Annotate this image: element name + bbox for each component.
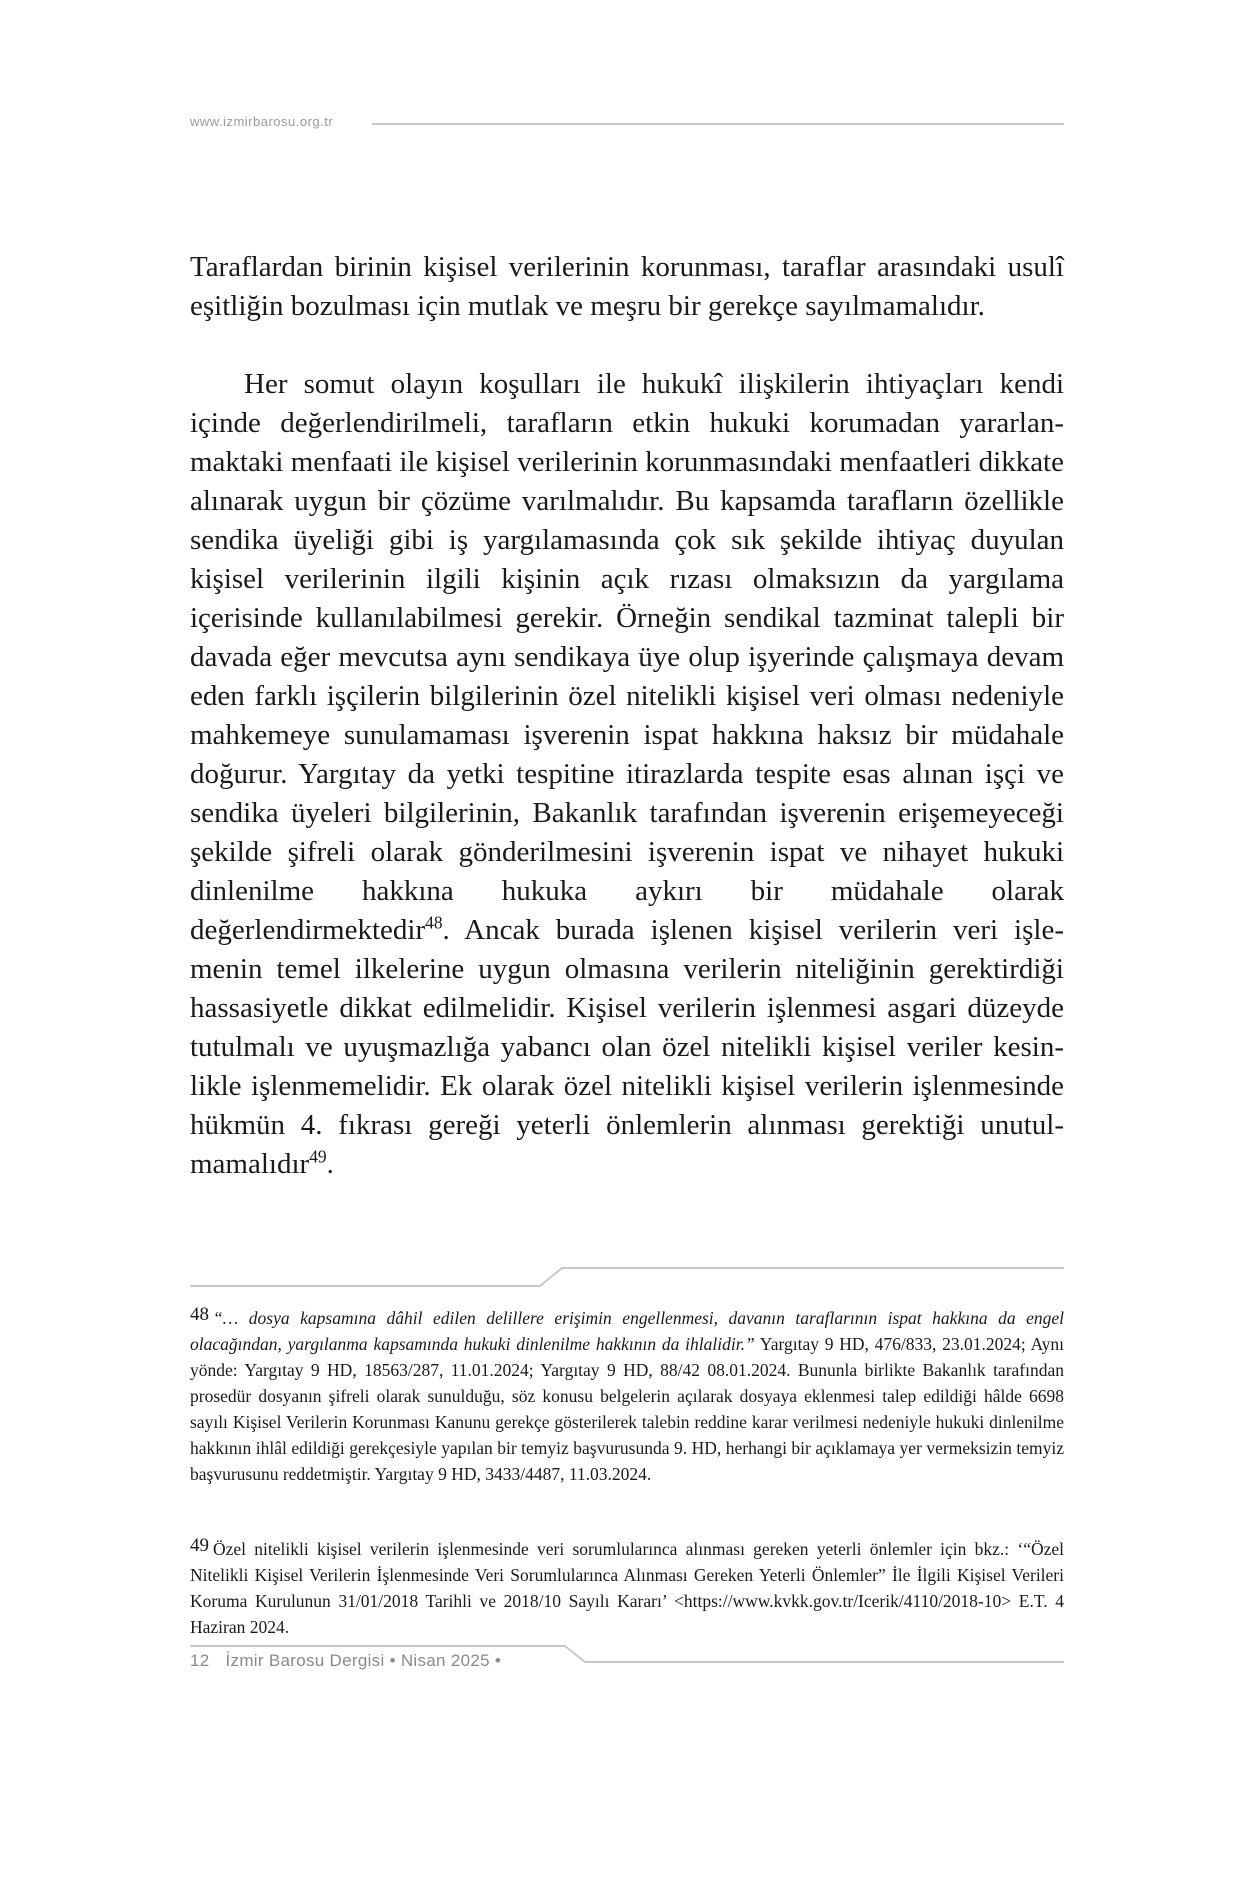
footnote-49: [190, 1536, 1064, 1640]
footnote-text: Yargıtay 9 HD, 476/833, 23.01.2024; Aynı yönde: Yargıtay 9 HD, 18563/287, 11.01.2024; Yargıtay 9 HD, 88/42 08.01.2024. Bununla birlikte Bakanlık tarafından prosedür dosyanın şifreli olarak sunulduğu, söz konusu belgelerin açılarak dosyaya eklenmesi talep edildiği hâlde 6698 sayılı Kişisel Verilerin Korunması Kanunu gerekçe gösterilerek talebin reddine karar verilmesi nedeniyle hukuki dinlenilme hakkının ihlâl edildiği gerekçesiyle yapılan bir temyiz başvurusunda 9. HD, herhangi bir açıklamaya yer vermeksizin temyiz başvurusunu reddetmiştir. Yargıtay 9 HD, 3433/4487, 11.03.2024.: [190, 1334, 1064, 1484]
paragraph-2: [190, 365, 1064, 1184]
paragraph-1: Taraflardan birinin kişisel verilerinin korunması, taraflar arasındaki usulî eşitliğin bozulması için mutlak ve meşru bir gerekçe sayılmamalıdır.: [190, 251, 1064, 322]
footnote-ref-48[interactable]: 48: [425, 912, 443, 933]
footnote-number: 48: [190, 1304, 209, 1325]
footnote-ref-49[interactable]: 49: [309, 1146, 327, 1167]
footnote-48: [190, 1305, 1064, 1487]
paragraph-2-end: .: [326, 1148, 334, 1180]
journal-title: İzmir Barosu Dergisi • Nisan 2025 •: [225, 1651, 502, 1670]
paragraph-2-text-b: . Ancak burada işlenen kişisel verilerin veri işlemenin temel ilkelerine uygun olmasına verilerin niteliğinin gerektirdiği hassasiyetle dikkat edilmelidir. Kişisel verilerin işlenmesi asgari düzeyde tutulmalı ve uyuşmazlığa yabancı olan özel nitelikli kişisel veriler kesinlikle işlenmemelidir. Ek olarak özel nitelikli kişisel verilerin işlenmesinde hükmün 4. fıkrası gereği yeterli önlemlerin alınması gerektiği unutulmamalıdır: [190, 914, 1064, 1180]
page-number: 12: [190, 1651, 210, 1670]
main-text: [190, 248, 1064, 1184]
header-rule: [372, 123, 1064, 125]
paragraph-2-text-a: Her somut olayın koşulları ile hukukî ilişkilerin ihtiyaçları kendi içinde değerlendirilmeli, tarafların etkin hukuki korumadan yararlanmaktaki menfaati ile kişisel verilerinin korunmasındaki menfaatleri dikkate alınarak uygun bir çözüme varılmalıdır. Bu kapsamda tarafların özellikle sendika üyeliği gibi iş yargılamasında çok sık şekilde ihtiyaç duyulan kişisel verilerinin ilgili kişinin açık rızası olmaksızın da yargılama içerisinde kullanılabilmesi gerekir. Örneğin sendikal tazminat talepli bir davada eğer mevcutsa aynı sendikaya üye olup işyerinde çalışmaya devam eden farklı işçilerin bilgilerinin özel nitelikli kişisel veri olması nedeniyle mahkemeye sunulamaması işverenin ispat hakkına haksız bir müdahale doğurur. Yargıtay da yetki tespitine itirazlarda tespite esas alınan işçi ve sendika üyeleri bilgilerinin, Bakanlık tarafından işverenin erişemeyeceği şekilde şifreli olarak gönderilmesini işverenin ispat ve nihayet hukuki dinlenilme hakkına hukuka aykırı bir müdahale olarak değerlendirmektedir: [190, 368, 1064, 946]
footnote-quote: “… dosya kapsamına dâhil edilen delillere erişimin engellenmesi, davanın taraflarının ispat hakkına da engel olacağından, yargılanma kapsamında hukuki dinlenilme hakkının da ihlalidir.”: [190, 1308, 1064, 1354]
footnote-divider: [190, 1266, 1064, 1288]
footnote-text: Özel nitelikli kişisel verilerin işlenmesinde veri sorumlularınca alınması gereken yeterli önlemler için bkz.: ‘“Özel Nitelikli Kişisel Verilerin İşlenmesinde Veri Sorumlularınca Alınması Gereken Yeterli Önlemler” İle İlgili Kişisel Verileri Koruma Kurulunun 31/01/2018 Tarihli ve 2018/10 Sayılı Kararı’ <https://www.kvkk.gov.tr/Icerik/4110/2018-10> E.T. 4 Haziran 2024.: [190, 1539, 1064, 1637]
header-url: www.izmirbarosu.org.tr: [190, 114, 334, 129]
page-footer: [190, 1650, 501, 1672]
footnote-number: 49: [190, 1535, 209, 1556]
